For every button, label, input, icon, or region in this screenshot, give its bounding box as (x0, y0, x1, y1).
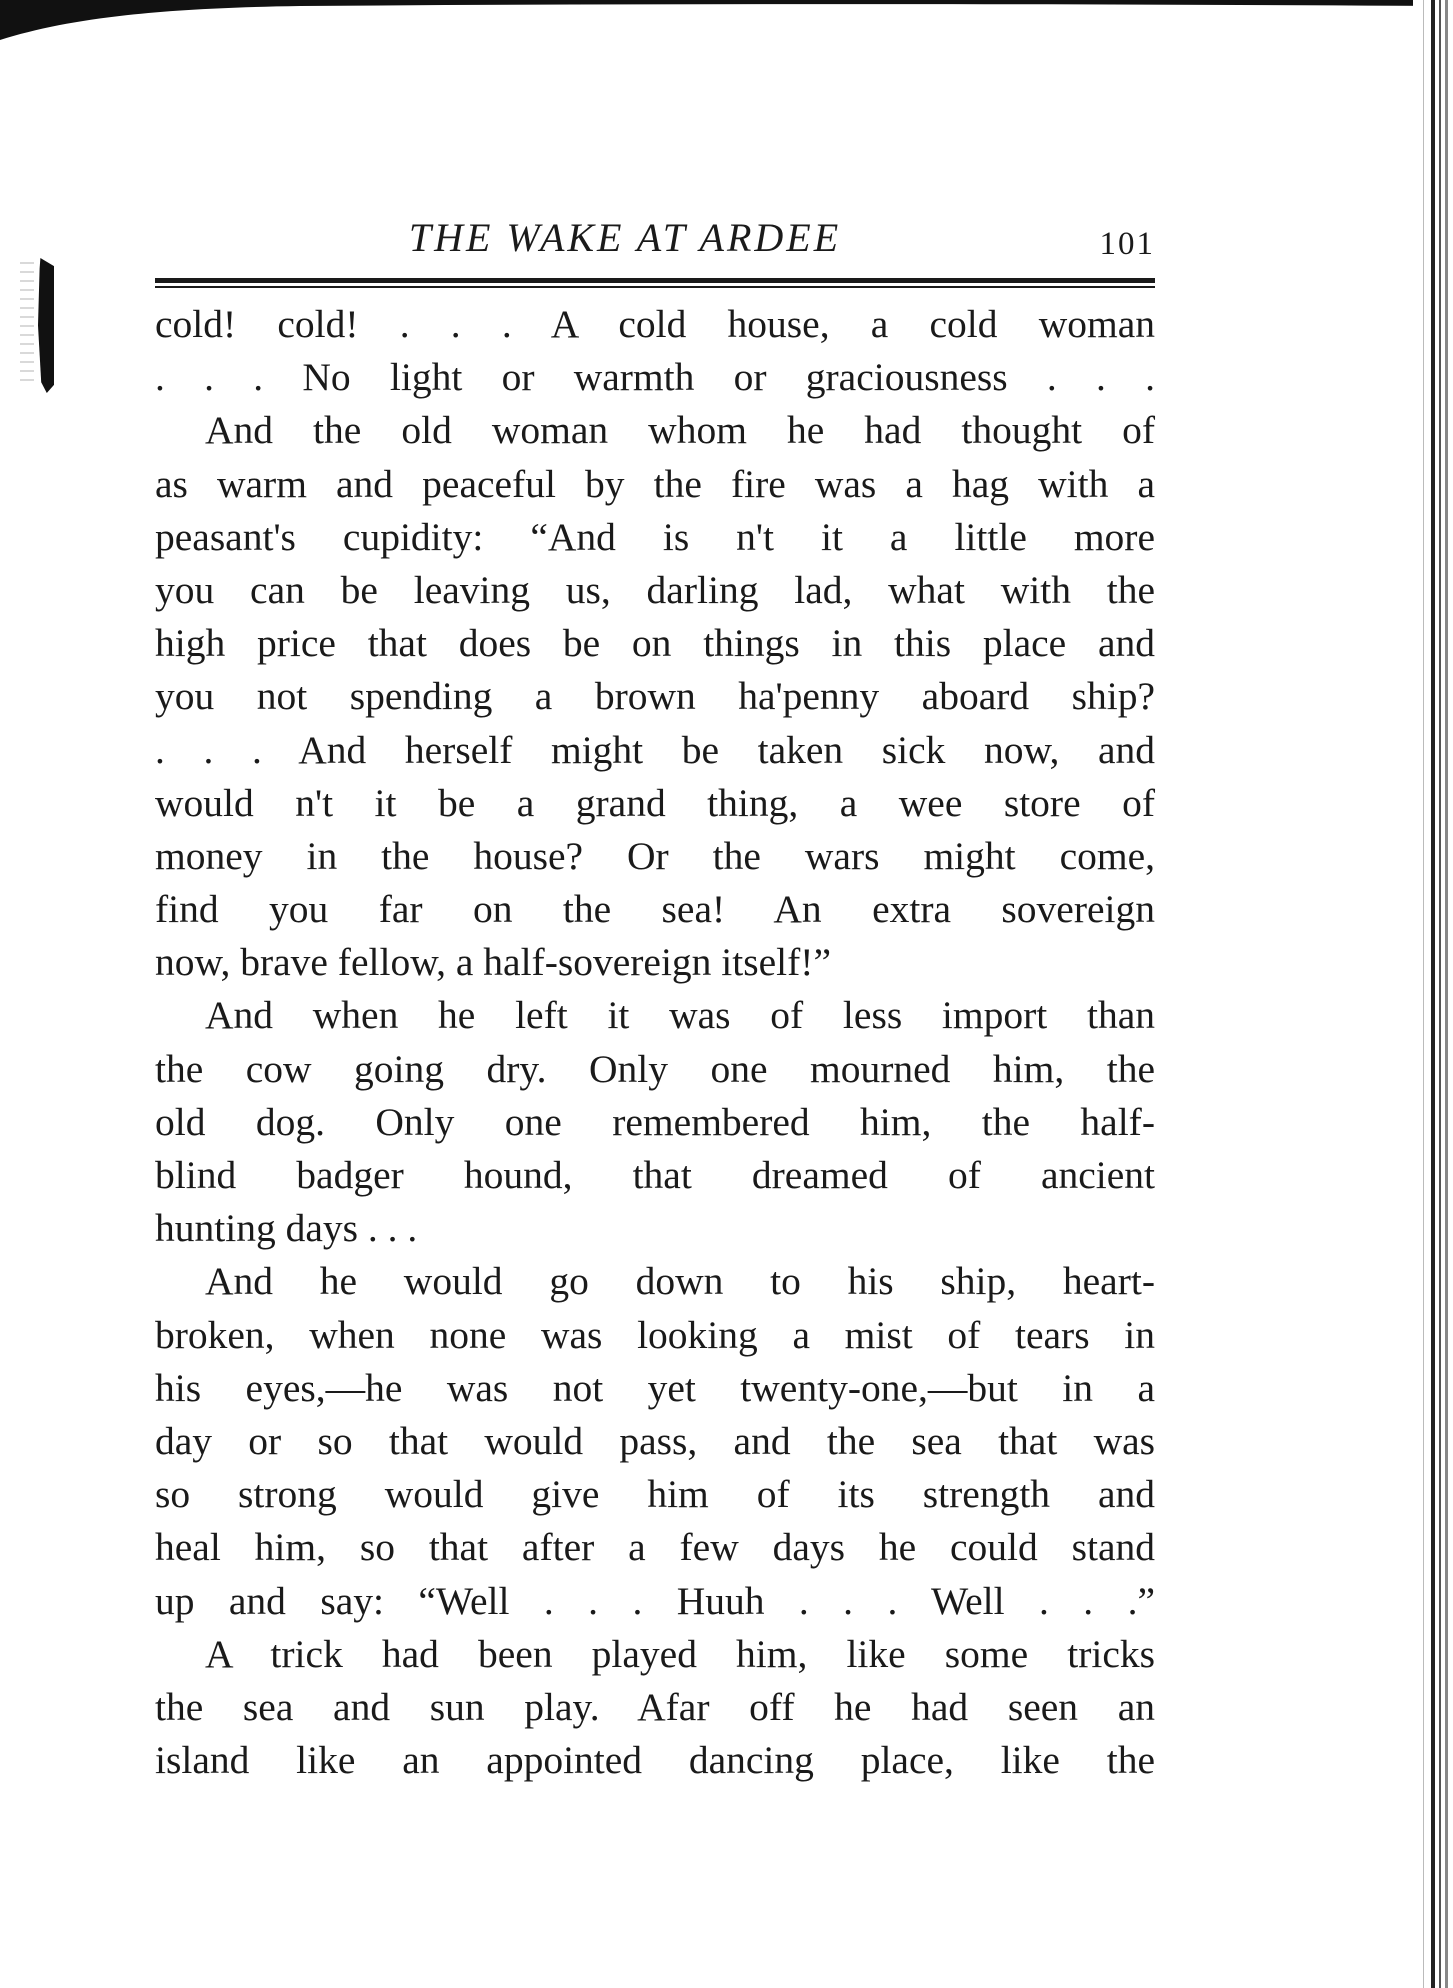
text-line: up and say: “Well . . . Huuh . . . Well . . .” (155, 1578, 1155, 1623)
text-line: island like an appointed dancing place, like the (155, 1738, 1155, 1783)
text-line: his eyes,—he was not yet twenty-one,—but in a (155, 1365, 1155, 1410)
page-number: 101 (1099, 226, 1155, 262)
header-rule-thick (155, 278, 1155, 283)
book-page (155, 210, 1155, 1787)
text-line: . . . And herself might be taken sick now, and (155, 727, 1155, 772)
scan-edge-right (1413, 0, 1453, 1988)
text-line: so strong would give him of its strength and (155, 1472, 1155, 1517)
text-line: would n't it be a grand thing, a wee store of (155, 780, 1155, 825)
text-line: you not spending a brown ha'penny aboard ship? (155, 674, 1155, 719)
header-rule (155, 278, 1155, 290)
text-line: money in the house? Or the wars might come, (155, 833, 1155, 878)
text-line: peasant's cupidity: “And is n't it a little more (155, 514, 1155, 559)
text-line: the sea and sun play. Afar off he had seen an (155, 1684, 1155, 1729)
text-line: And he would go down to his ship, heart- (205, 1259, 1155, 1304)
text-line: . . . No light or warmth or graciousness . . . (155, 355, 1155, 400)
text-line: as warm and peaceful by the fire was a hag with a (155, 461, 1155, 506)
header-rule-thin (155, 286, 1155, 288)
running-title: THE WAKE AT ARDEE (408, 215, 842, 260)
text-line: And when he left it was of less import than (205, 993, 1155, 1038)
text-line: heal him, so that after a few days he could stand (155, 1525, 1155, 1570)
scan-shadow-top (0, 0, 1453, 60)
text-line: cold! cold! . . . A cold house, a cold woman (155, 302, 1155, 346)
text-line: hunting days . . . (155, 1206, 418, 1251)
text-line: the cow going dry. Only one mourned him, the (155, 1046, 1155, 1091)
text-line: blind badger hound, that dreamed of ancient (155, 1153, 1155, 1197)
text-line: old dog. Only one remembered him, the half- (155, 1099, 1155, 1144)
text-line: you can be leaving us, darling lad, what with the (155, 567, 1155, 612)
text-line: find you far on the sea! An extra sovereign (155, 887, 1155, 932)
margin-ink-mark (38, 258, 54, 393)
text-line: A trick had been played him, like some tricks (205, 1631, 1155, 1676)
text-line: now, brave fellow, a half-sovereign itself!” (155, 940, 831, 985)
text-line: And the old woman whom he had thought of (205, 408, 1155, 453)
margin-speckle (20, 262, 34, 382)
text-line: day or so that would pass, and the sea that was (155, 1418, 1155, 1463)
running-head (155, 210, 1155, 270)
text-line: broken, when none was looking a mist of tears in (155, 1312, 1155, 1357)
body-text (155, 298, 1155, 1787)
text-line: high price that does be on things in this place and (155, 621, 1155, 666)
